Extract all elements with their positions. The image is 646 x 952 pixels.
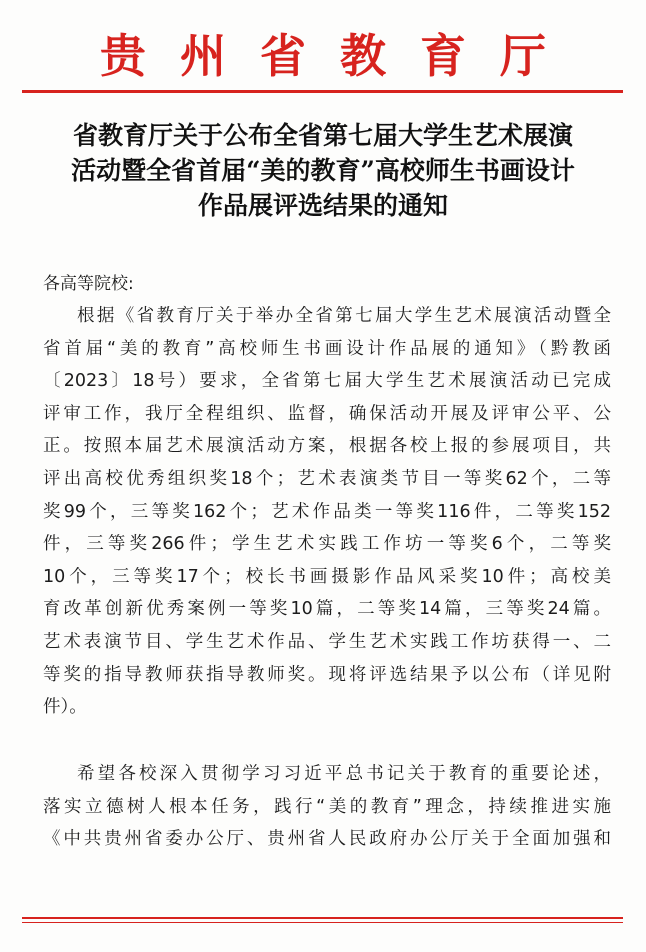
salutation: 各高等院校:: [43, 274, 134, 294]
paragraph-line: 评出高校优秀组织奖18个；艺术表演类节目一等奖62个，二等: [43, 468, 611, 489]
paragraph-line: 〔2023〕18号）要求，全省第七届大学生艺术展演活动已完成: [43, 371, 611, 392]
paragraph-line: 育改革创新优秀案例一等奖10篇，二等奖14篇，三等奖24篇。: [43, 599, 611, 620]
footer-red-rule-thin: [22, 922, 623, 923]
letterhead-red-rule: [22, 90, 623, 93]
title-line: 活动暨全省首届“美的教育”高校师生书画设计: [71, 156, 575, 185]
paragraph-line: 根据《省教育厅关于举办全省第七届大学生艺术展演活动暨全: [77, 306, 611, 326]
paragraph-line: 省首届“美的教育”高校师生书画设计作品展的通知》（黔教函: [43, 338, 611, 359]
document-title: [40, 118, 606, 223]
paragraph-line: 件，三等奖266件；学生艺术实践工作坊一等奖6个，二等奖: [43, 534, 611, 555]
footer-red-rule: [22, 917, 623, 919]
letterhead-org-name: 贵州省教育厅: [100, 29, 580, 83]
paragraph-line: 《中共贵州省委办公厅、贵州省人民政府办公厅关于全面加强和: [43, 829, 611, 850]
paragraph-line: 艺术表演节目、学生艺术作品、学生艺术实践工作坊获得一、二: [43, 631, 611, 652]
title-line: 省教育厅关于公布全省第七届大学生艺术展演: [72, 121, 573, 150]
body-paragraph-1: [43, 300, 611, 724]
paragraph-line: 落实立德树人根本任务，践行“美的教育”理念，持续推进实施: [43, 796, 611, 817]
paragraph-line: 奖99个，三等奖162个；艺术作品类一等奖116件，二等奖152: [43, 501, 611, 522]
paragraph-line: 评审工作，我厅全程组织、监督，确保活动开展及评审公平、公: [43, 403, 611, 424]
paragraph-line: 件）。: [43, 697, 87, 718]
paragraph-line: 等奖的指导教师获指导教师奖。现将评选结果予以公布（详见附: [43, 664, 611, 685]
paragraph-line: 正。按照本届艺术展演活动方案，根据各校上报的参展项目，共: [43, 436, 611, 457]
body-paragraph-2: [43, 758, 611, 856]
title-line: 作品展评选结果的通知: [197, 191, 448, 220]
paragraph-line: 10个，三等奖17个；校长书画摄影作品风采奖10件；高校美: [43, 566, 611, 587]
paragraph-line: 希望各校深入贯彻学习习近平总书记关于教育的重要论述，: [77, 764, 611, 784]
